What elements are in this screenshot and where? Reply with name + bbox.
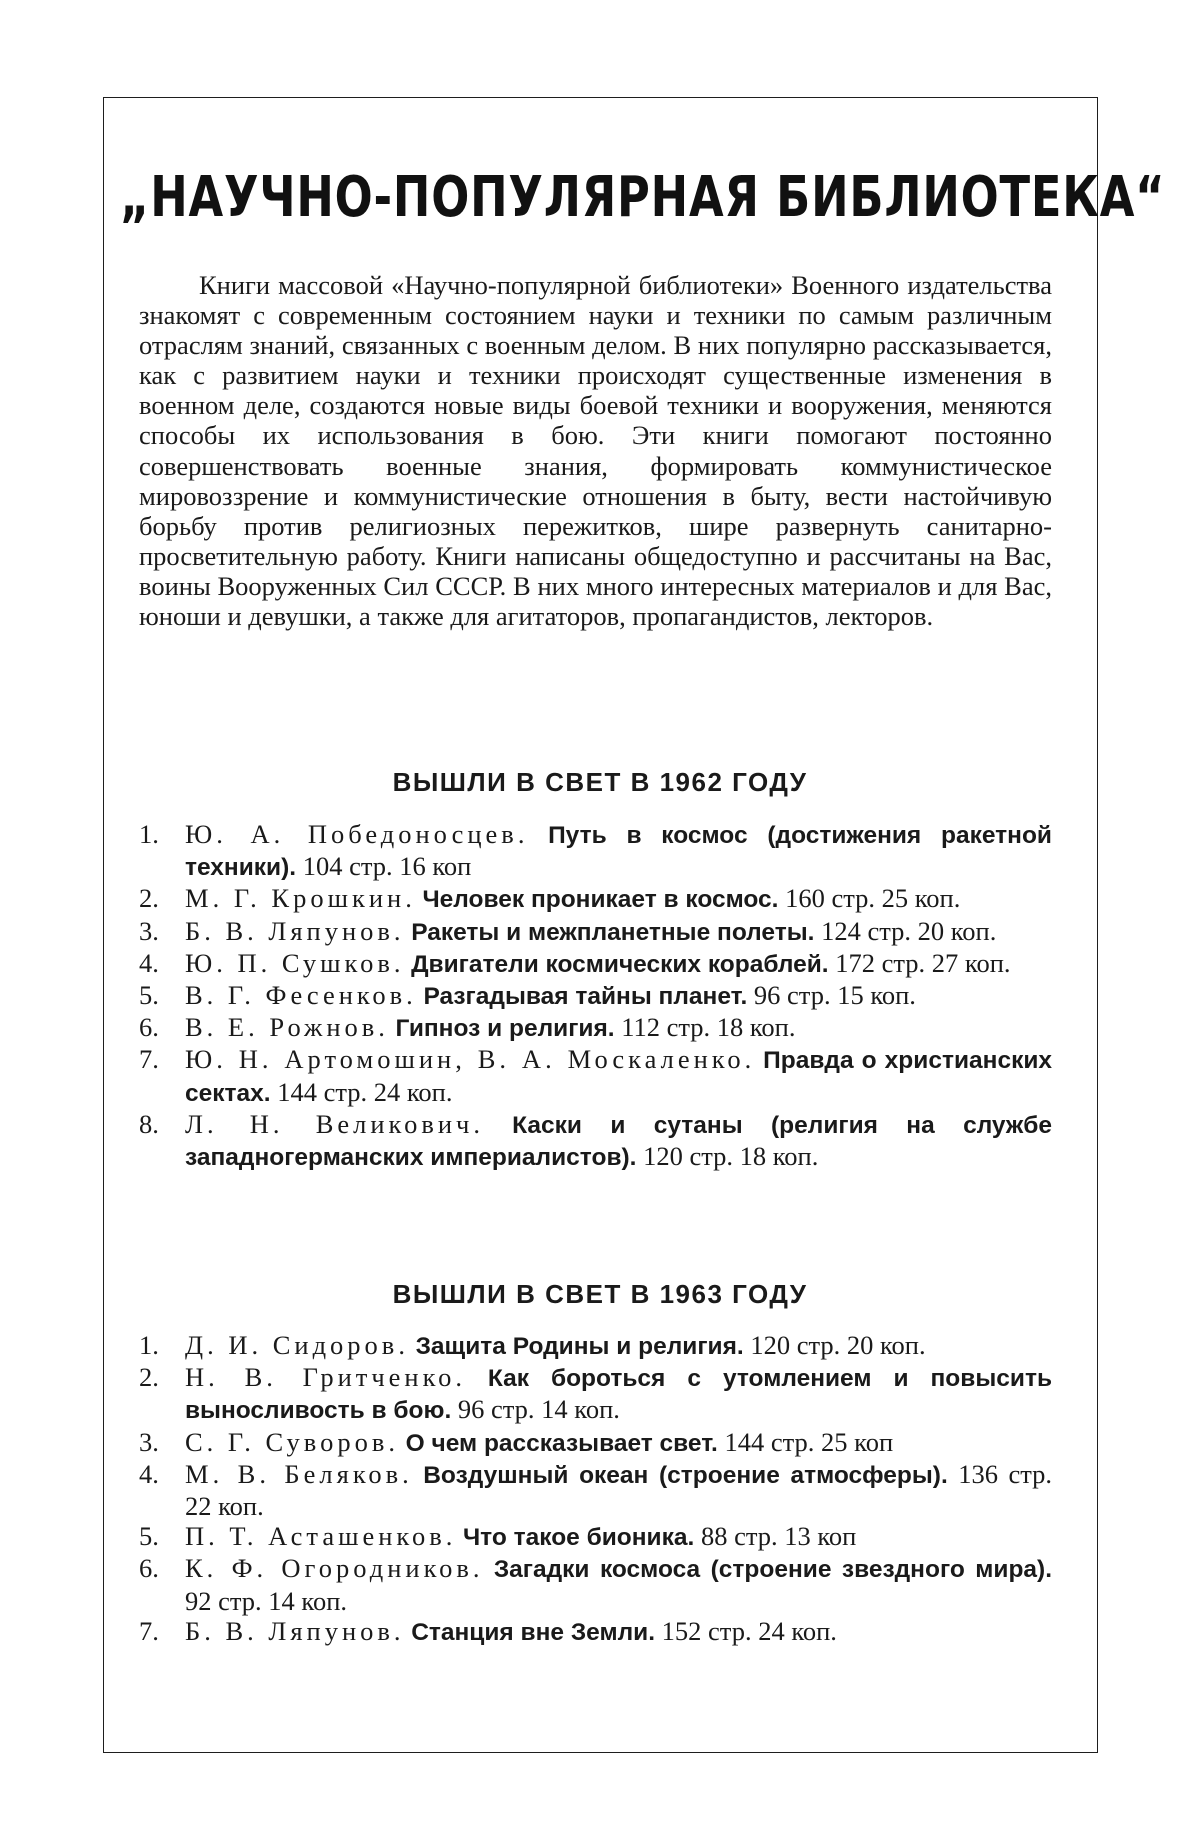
entry-number: 7.: [139, 1616, 185, 1648]
entry-number: 3.: [139, 916, 185, 948]
book-list-1963: [139, 1330, 1052, 1648]
entry-text: [185, 1330, 1052, 1362]
book-author: Б. В. Ляпунов.: [185, 1616, 405, 1646]
book-title: О чем рассказывает свет.: [406, 1430, 718, 1457]
book-author: Н. В. Гритченко.: [185, 1362, 466, 1392]
book-entry: [139, 1109, 1052, 1173]
book-details: 96 стр. 15 коп.: [754, 980, 916, 1010]
book-author: Д. И. Сидоров.: [185, 1330, 409, 1360]
book-details: 152 стр. 24 коп.: [662, 1616, 837, 1646]
entry-text: [185, 916, 1052, 948]
book-details: 112 стр. 18 коп.: [621, 1012, 795, 1042]
book-title: Воздушный океан (строение атмосферы).: [423, 1462, 948, 1489]
book-author: Л. Н. Великович.: [185, 1109, 484, 1139]
book-author: М. В. Беляков.: [185, 1459, 413, 1489]
book-details: 136 стр. 22 коп.: [185, 1459, 1052, 1521]
book-list-1962: [139, 819, 1052, 1173]
book-entry: [139, 819, 1052, 883]
book-details: 88 стр. 13 коп: [701, 1521, 856, 1551]
entry-text: [185, 1459, 1052, 1521]
book-entry: [139, 1012, 1052, 1044]
entry-number: 5.: [139, 980, 185, 1012]
entry-text: [185, 819, 1052, 883]
book-entry: [139, 1616, 1052, 1648]
entry-number: 8.: [139, 1109, 185, 1173]
book-details: 144 стр. 25 коп: [725, 1427, 894, 1457]
entry-number: 2.: [139, 1362, 185, 1426]
book-entry: [139, 1044, 1052, 1108]
entry-text: [185, 1109, 1052, 1173]
book-author: Б. В. Ляпунов.: [185, 916, 405, 946]
book-entry: [139, 980, 1052, 1012]
section-heading-1962: ВЫШЛИ В СВЕТ В 1962 ГОДУ: [0, 767, 1200, 798]
book-author: М. Г. Крошкин.: [185, 883, 416, 913]
book-details: 124 стр. 20 коп.: [821, 916, 996, 946]
entry-number: 4.: [139, 1459, 185, 1521]
book-title: Каски и сутаны (религия на службе западногерманских империалистов).: [185, 1112, 1052, 1171]
entry-text: [185, 1427, 1052, 1459]
book-entry: [139, 916, 1052, 948]
book-entry: [139, 1427, 1052, 1459]
book-entry: [139, 883, 1052, 915]
book-title: Человек проникает в космос.: [422, 886, 778, 913]
entry-number: 3.: [139, 1427, 185, 1459]
book-author: Ю. П. Сушков.: [185, 948, 404, 978]
book-entry: [139, 1459, 1052, 1521]
book-details: 104 стр. 16 коп: [303, 851, 472, 881]
entry-number: 6.: [139, 1012, 185, 1044]
book-title: Как бороться с утомлением и повысить выносливость в бою.: [185, 1365, 1052, 1424]
book-author: Ю. Н. Артомошин, В. А. Москаленко.: [185, 1044, 755, 1074]
book-details: 92 стр. 14 коп.: [185, 1586, 347, 1616]
entry-text: [185, 1553, 1052, 1615]
entry-text: [185, 1521, 1052, 1553]
book-author: С. Г. Суворов.: [185, 1427, 399, 1457]
book-author: К. Ф. Огородников.: [185, 1553, 484, 1583]
book-title: Защита Родины и религия.: [416, 1333, 744, 1360]
book-details: 96 стр. 14 коп.: [458, 1394, 620, 1424]
book-author: Ю. А. Победоносцев.: [185, 819, 528, 849]
entry-number: 7.: [139, 1044, 185, 1108]
book-author: В. Г. Фесенков.: [185, 980, 417, 1010]
entry-number: 5.: [139, 1521, 185, 1553]
book-title: Правда о христианских сектах.: [185, 1047, 1052, 1106]
book-entry: [139, 1330, 1052, 1362]
entry-number: 4.: [139, 948, 185, 980]
book-title: Разгадывая тайны планет.: [423, 983, 747, 1010]
entry-text: [185, 1044, 1052, 1108]
entry-text: [185, 1012, 1052, 1044]
book-entry: [139, 1521, 1052, 1553]
book-title: Ракеты и межпланетные полеты.: [411, 919, 814, 946]
entry-text: [185, 948, 1052, 980]
book-title: Путь в космос (достижения ракетной техники).: [185, 822, 1052, 881]
book-details: 120 стр. 20 коп.: [750, 1330, 925, 1360]
book-title: Двигатели космических кораблей.: [411, 951, 829, 978]
book-author: В. Е. Рожнов.: [185, 1012, 389, 1042]
entry-text: [185, 980, 1052, 1012]
book-title: Станция вне Земли.: [411, 1619, 655, 1646]
book-title: Загадки космоса (строение звездного мира).: [494, 1556, 1052, 1583]
entry-text: [185, 883, 1052, 915]
book-details: 172 стр. 27 коп.: [835, 948, 1010, 978]
book-entry: [139, 1362, 1052, 1426]
book-title: Что такое бионика.: [463, 1524, 694, 1551]
book-entry: [139, 1553, 1052, 1615]
entry-number: 1.: [139, 819, 185, 883]
book-details: 144 стр. 24 коп.: [277, 1077, 452, 1107]
book-details: 160 стр. 25 коп.: [785, 883, 960, 913]
page-title: „НАУЧНО-ПОПУЛЯРНАЯ БИБЛИОТЕКА“: [120, 165, 1080, 230]
entry-text: [185, 1362, 1052, 1426]
intro-paragraph: Книги массовой «Научно-популярной библиотеки» Военного издательства знакомят с современным состоянием науки и техники по самым различным отраслям знаний, связанных с военным делом. В них популярно рассказывается, как с развитием науки и техники происходят существенные изменения в военном деле, создаются новые виды боевой техники и вооружения, меняются способы их использования в бою. Эти книги помогают постоянно совершенствовать военные знания, формировать коммунистическое мировоззрение и коммунистические отношения в быту, вести настойчивую борьбу против религиозных пережитков, шире развернуть санитарно-просветительную работу. Книги написаны общедоступно и рассчитаны на Вас, воины Вооруженных Сил СССР. В них много интересных материалов и для Вас, юноши и девушки, а также для агитаторов, пропагандистов, лекторов.: [139, 270, 1052, 631]
book-entry: [139, 948, 1052, 980]
book-title: Гипноз и религия.: [396, 1015, 615, 1042]
entry-text: [185, 1616, 1052, 1648]
entry-number: 1.: [139, 1330, 185, 1362]
book-author: П. Т. Асташенков.: [185, 1521, 456, 1551]
book-details: 120 стр. 18 коп.: [643, 1141, 818, 1171]
entry-number: 6.: [139, 1553, 185, 1615]
entry-number: 2.: [139, 883, 185, 915]
section-heading-1963: ВЫШЛИ В СВЕТ В 1963 ГОДУ: [0, 1279, 1200, 1310]
